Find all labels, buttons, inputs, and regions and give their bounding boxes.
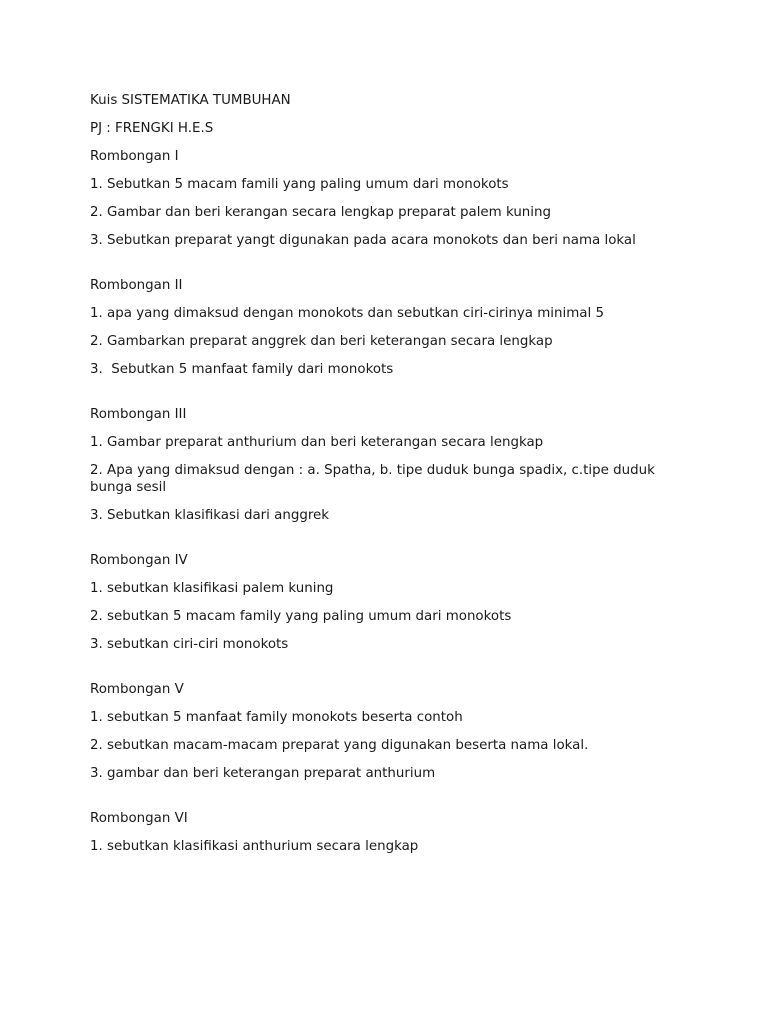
question-item: 1. sebutkan 5 manfaat family monokots beserta contoh [90, 710, 463, 725]
group-heading: Rombongan IV [90, 553, 188, 568]
group-heading: Rombongan II [90, 278, 183, 293]
pj-line: PJ : FRENGKI H.E.S [90, 121, 214, 136]
group-spacer [90, 260, 690, 277]
group-heading: Rombongan V [90, 682, 184, 697]
group-spacer [90, 389, 690, 406]
question-item: 3. Sebutkan 5 manfaat family dari monokots [90, 362, 394, 377]
question-item: 1. sebutkan klasifikasi anthurium secara lengkap [90, 839, 419, 854]
group-2 [90, 277, 690, 378]
group-1 [90, 148, 690, 249]
document-page [90, 92, 690, 866]
question-item: 3. Sebutkan preparat yangt digunakan pada acara monokots dan beri nama lokal [90, 233, 636, 248]
group-5 [90, 681, 690, 782]
question-item: 2. sebutkan 5 macam family yang paling umum dari monokots [90, 609, 512, 624]
group-spacer [90, 535, 690, 552]
group-spacer [90, 793, 690, 810]
group-heading: Rombongan I [90, 149, 179, 164]
question-item: 2. sebutkan macam-macam preparat yang digunakan beserta nama lokal. [90, 738, 589, 753]
group-6 [90, 810, 690, 855]
group-3 [90, 406, 690, 524]
question-item: 1. Gambar preparat anthurium dan beri keterangan secara lengkap [90, 435, 544, 450]
question-item: 1. Sebutkan 5 macam famili yang paling umum dari monokots [90, 177, 509, 192]
group-heading: Rombongan III [90, 407, 187, 422]
question-item: 2. Gambarkan preparat anggrek dan beri keterangan secara lengkap [90, 334, 553, 349]
question-item: 1. apa yang dimaksud dengan monokots dan sebutkan ciri-cirinya minimal 5 [90, 306, 604, 321]
document-title: Kuis SISTEMATIKA TUMBUHAN [90, 93, 291, 108]
question-item: 3. gambar dan beri keterangan preparat anthurium [90, 766, 436, 781]
group-4 [90, 552, 690, 653]
question-item: 2. Apa yang dimaksud dengan : a. Spatha, b. tipe duduk bunga spadix, c.tipe duduk bunga sesil [90, 463, 655, 495]
group-spacer [90, 664, 690, 681]
question-item: 3. sebutkan ciri-ciri monokots [90, 637, 289, 652]
question-item: 3. Sebutkan klasifikasi dari anggrek [90, 508, 330, 523]
question-item: 1. sebutkan klasifikasi palem kuning [90, 581, 334, 596]
group-heading: Rombongan VI [90, 811, 188, 826]
question-item: 2. Gambar dan beri kerangan secara lengkap preparat palem kuning [90, 205, 551, 220]
